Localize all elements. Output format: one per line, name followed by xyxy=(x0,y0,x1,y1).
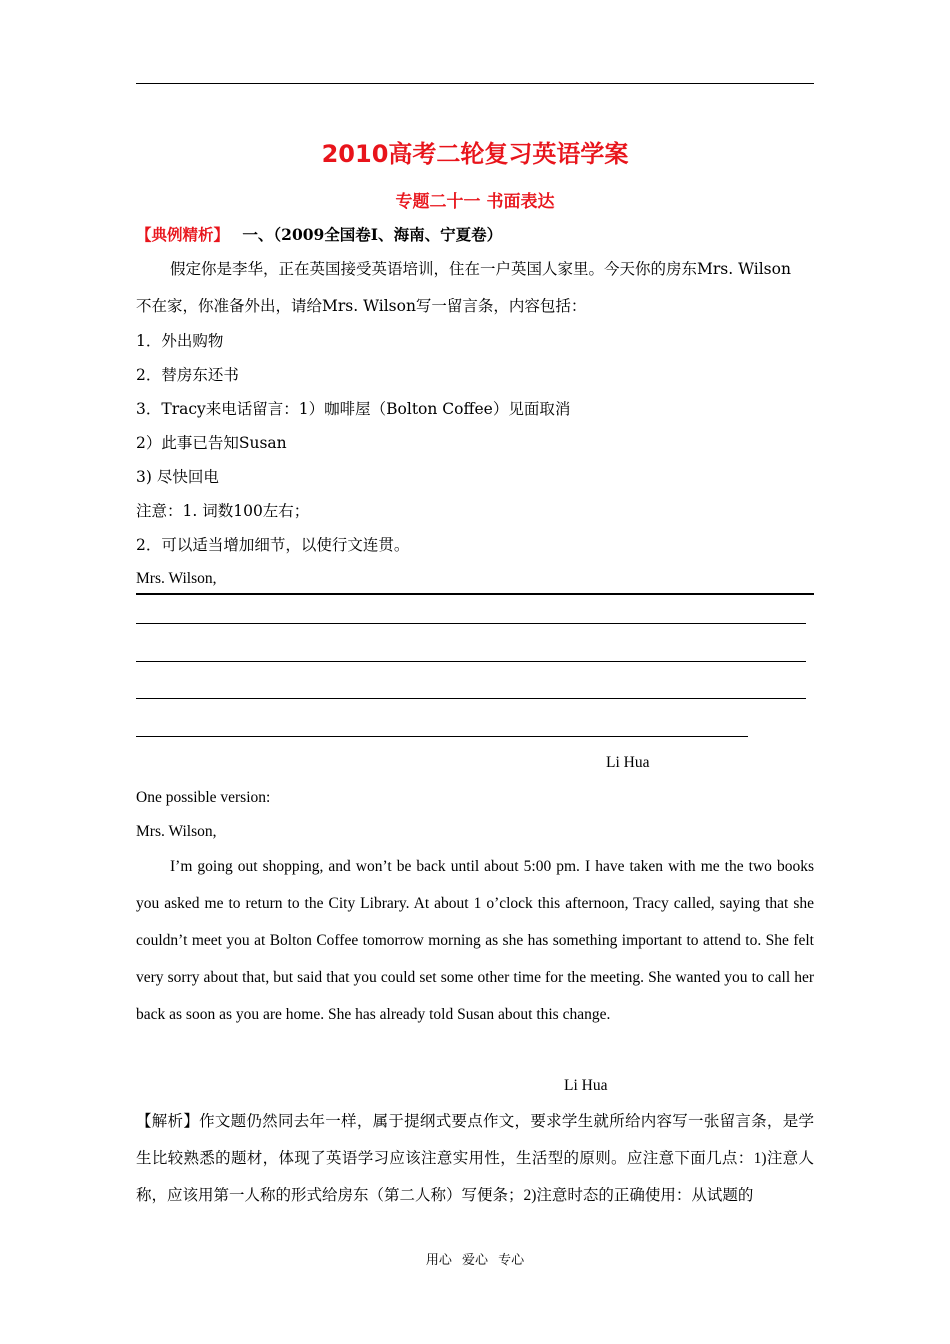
page-subtitle: 专题二十一 书面表达 xyxy=(395,192,555,212)
analysis-paragraph xyxy=(136,1103,814,1214)
page-footer: 用心 爱心 专心 xyxy=(425,1253,525,1268)
example-tag: 【典例精析】 xyxy=(136,225,230,244)
task-item: 1．外出购物 xyxy=(136,332,224,350)
analysis-text: 作文题仍然同去年一样，属于提纲式要点作文，要求学生就所给内容写一张留言条，是学生比较熟悉的题材，体现了英语学习应该注意实用性，生活型的原则。应注意下面几点：1)注意人称，应该用第一人称的形式给房东（第二人称）写便条；2)注意时态的正确使用：从试题的 xyxy=(136,1113,814,1204)
answer-body: I’m going out shopping, and won’t be back until about 5:00 pm. I have taken with me the two books you asked me to return to the City Library. At about 1 o’clock this afternoon, Tracy called, saying that she couldn’t meet you at Bolton Coffee tomorrow morning as she has something important to attend to. She felt very sorry about that, but said that you could set some other time for the meeting. She wanted you to call her back as soon as you are home. She has already told Susan about this change. xyxy=(136,858,814,1023)
header-rule xyxy=(136,83,814,84)
answer-signature: Li Hua xyxy=(564,1077,608,1094)
example-heading xyxy=(136,225,502,245)
note-item: 注意：1. 词数100左右； xyxy=(136,502,310,520)
note-item: 2．可以适当增加细节，以使行文连贯。 xyxy=(136,536,410,554)
prompt-line-2: 不在家，你准备外出，请给Mrs. Wilson写一留言条，内容包括： xyxy=(136,297,587,315)
prompt-salutation: Mrs. Wilson, xyxy=(136,570,217,587)
analysis-tag: 【解析】 xyxy=(136,1113,200,1130)
prompt-line-1: 假定你是李华，正在英国接受英语培训，住在一户英国人家里。今天你的房东Mrs. Wilson xyxy=(170,260,791,278)
answer-label: One possible version: xyxy=(136,789,271,806)
writing-area-rule xyxy=(136,593,814,595)
task-item: 2．替房东还书 xyxy=(136,366,239,384)
task-item: 2）此事已告知Susan xyxy=(136,434,287,452)
answer-salutation: Mrs. Wilson, xyxy=(136,823,217,840)
blank-line xyxy=(136,623,806,624)
page-title: 2010高考二轮复习英语学案 xyxy=(321,140,629,168)
blank-line xyxy=(136,736,748,737)
blank-line xyxy=(136,698,806,699)
blank-line xyxy=(136,661,806,662)
prompt-signature: Li Hua xyxy=(606,754,650,771)
task-item: 3．Tracy来电话留言：1）咖啡屋（Bolton Coffee）见面取消 xyxy=(136,400,571,418)
example-source: 一、（2009全国卷I、海南、宁夏卷） xyxy=(242,225,503,244)
task-item: 3) 尽快回电 xyxy=(136,468,219,486)
